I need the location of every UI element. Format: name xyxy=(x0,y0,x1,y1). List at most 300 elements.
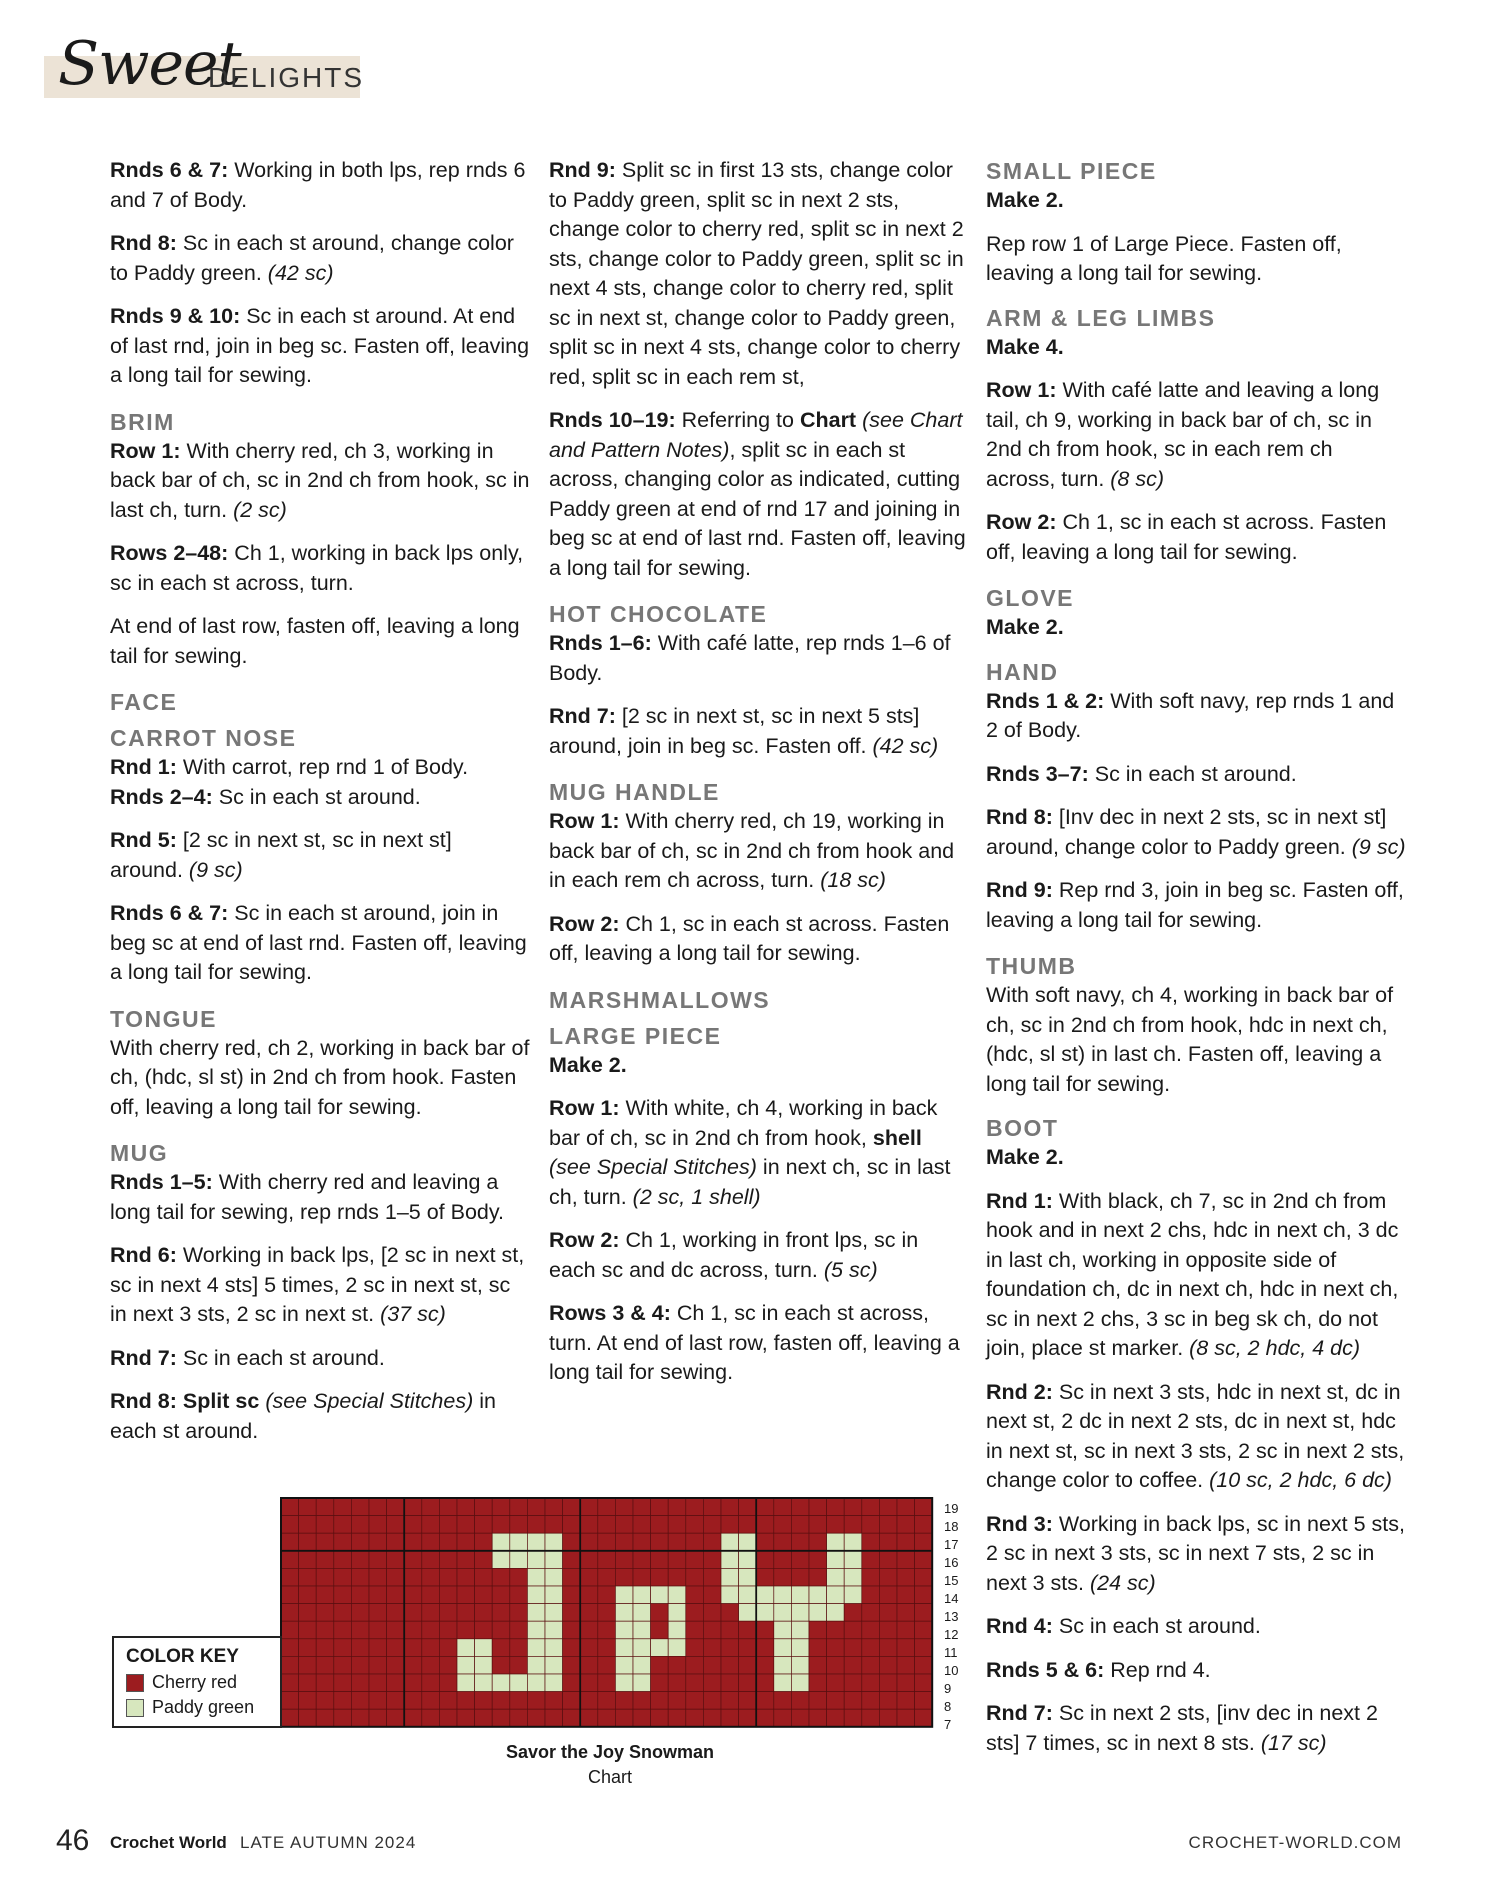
chart-cell xyxy=(791,1551,809,1569)
chart-cell xyxy=(633,1692,651,1710)
chart-cell xyxy=(739,1498,757,1516)
chart-cell xyxy=(651,1586,669,1604)
chart-cell xyxy=(721,1498,739,1516)
chart-cell xyxy=(651,1709,669,1727)
chart-cell xyxy=(862,1498,880,1516)
chart-cell xyxy=(475,1674,493,1692)
chart-cell xyxy=(422,1586,440,1604)
chart-cell xyxy=(703,1674,721,1692)
chart-cell xyxy=(563,1621,581,1639)
chart-cell xyxy=(862,1533,880,1551)
chart-cell xyxy=(439,1639,457,1657)
chart-cell xyxy=(915,1639,933,1657)
chart-cell xyxy=(703,1551,721,1569)
chart-cell xyxy=(281,1498,299,1516)
chart-cell xyxy=(563,1551,581,1569)
chart-cell xyxy=(827,1516,845,1534)
chart-cell xyxy=(545,1516,563,1534)
chart-cell xyxy=(668,1586,686,1604)
chart-cell xyxy=(369,1656,387,1674)
chart-cell xyxy=(316,1674,334,1692)
chart-cell xyxy=(404,1498,422,1516)
chart-cell xyxy=(334,1568,352,1586)
chart-cell xyxy=(809,1516,827,1534)
chart-cell xyxy=(439,1604,457,1622)
magazine-name: Crochet World xyxy=(110,1833,227,1852)
chart-cell xyxy=(774,1621,792,1639)
paragraph: Rnd 7: Sc in next 2 sts, [inv dec in next 2 sts] 7 times, sc in next 8 sts. (17 sc) xyxy=(986,1701,1378,1755)
chart-cell xyxy=(774,1639,792,1657)
color-key-title: COLOR KEY xyxy=(126,1646,239,1667)
chart-cell xyxy=(527,1586,545,1604)
chart-cell xyxy=(686,1621,704,1639)
chart-cell xyxy=(598,1498,616,1516)
chart-cell xyxy=(879,1674,897,1692)
chart-cell xyxy=(739,1709,757,1727)
color-key xyxy=(112,1636,282,1728)
chart-cell xyxy=(580,1709,598,1727)
chart-cell xyxy=(809,1621,827,1639)
chart-cell xyxy=(809,1656,827,1674)
chart-cell xyxy=(563,1692,581,1710)
paragraph: Rnd 9: Split sc in first 13 sts, change color to Paddy green, split sc in next 2 sts, change color to cherry red, split sc in next 2 sts, change color to Paddy green, split sc in next 4 sts, change color to cherry red, split sc in next st, change color to Paddy green, split sc in next 4 sts, change color to cherry red, split sc in each rem st, xyxy=(549,158,964,389)
section-heading-mug-handle: MUG HANDLE xyxy=(549,779,720,805)
chart-cell xyxy=(439,1656,457,1674)
chart-cell xyxy=(404,1533,422,1551)
chart-cell xyxy=(862,1516,880,1534)
chart-cell xyxy=(351,1533,369,1551)
chart-cell xyxy=(879,1604,897,1622)
chart-cell xyxy=(334,1692,352,1710)
paragraph: Rnds 6 & 7: Working in both lps, rep rnds 6 and 7 of Body. xyxy=(110,158,526,212)
chart-cell xyxy=(756,1533,774,1551)
paragraph: Row 1: With cherry red, ch 19, working in back bar of ch, sc in 2nd ch from hook and in each rem ch across, turn. (18 sc) xyxy=(549,809,955,892)
chart-cell xyxy=(439,1498,457,1516)
chart-cell xyxy=(545,1621,563,1639)
chart-cell xyxy=(580,1516,598,1534)
chart-row-label: 19 xyxy=(944,1501,959,1516)
paragraph: Row 1: With white, ch 4, working in back bar of ch, sc in 2nd ch from hook, shell (see Special Stitches) in next ch, sc in last ch, turn. (2 sc, 1 shell) xyxy=(549,1096,951,1209)
chart-cell xyxy=(721,1674,739,1692)
chart-cell xyxy=(703,1568,721,1586)
chart-cell xyxy=(879,1621,897,1639)
chart-cell xyxy=(387,1533,405,1551)
chart-cell xyxy=(580,1551,598,1569)
chart-cell xyxy=(316,1709,334,1727)
chart-cell xyxy=(668,1656,686,1674)
chart-cell xyxy=(563,1674,581,1692)
section-heading-carrot-nose: CARROT NOSE xyxy=(110,725,297,751)
chart-cell xyxy=(457,1568,475,1586)
chart-cell xyxy=(316,1498,334,1516)
chart-cell xyxy=(651,1551,669,1569)
chart-cell xyxy=(598,1604,616,1622)
paragraph: Rep row 1 of Large Piece. Fasten off, leaving a long tail for sewing. xyxy=(986,231,1342,285)
chart-cell xyxy=(615,1498,633,1516)
chart-cell xyxy=(791,1586,809,1604)
chart-cell xyxy=(510,1692,528,1710)
column-1 xyxy=(110,156,530,1460)
chart-cell xyxy=(915,1498,933,1516)
chart-cell xyxy=(439,1586,457,1604)
paragraph: Row 2: Ch 1, sc in each st across. Fasten off, leaving a long tail for sewing. xyxy=(549,911,950,965)
chart-cell xyxy=(651,1516,669,1534)
chart-cell xyxy=(351,1568,369,1586)
chart-cell xyxy=(387,1621,405,1639)
chart-cell xyxy=(897,1586,915,1604)
paragraph: Rnd 9: Rep rnd 3, join in beg sc. Fasten off, leaving a long tail for sewing. xyxy=(986,878,1404,932)
chart-cell xyxy=(633,1621,651,1639)
chart-cell xyxy=(862,1639,880,1657)
swatch-paddy-green xyxy=(126,1699,144,1717)
paragraph: Rnd 4: Sc in each st around. xyxy=(986,1614,1261,1638)
chart-cell xyxy=(598,1516,616,1534)
chart-cell xyxy=(598,1621,616,1639)
chart-cell xyxy=(879,1586,897,1604)
chart-cell xyxy=(703,1709,721,1727)
chart-cell xyxy=(668,1533,686,1551)
chart-cell xyxy=(686,1516,704,1534)
chart-cell xyxy=(721,1639,739,1657)
paragraph: Rnds 5 & 6: Rep rnd 4. xyxy=(986,1657,1211,1682)
chart-cell xyxy=(827,1586,845,1604)
section-heading-hot-chocolate: HOT CHOCOLATE xyxy=(549,601,768,627)
chart-cell xyxy=(721,1568,739,1586)
chart-cell xyxy=(897,1674,915,1692)
paragraph: Rnds 6 & 7: Sc in each st around, join in beg sc at end of last rnd. Fasten off, leaving a long tail for sewing. xyxy=(110,901,527,984)
paragraph: Rnd 7: [2 sc in next st, sc in next 5 sts] around, join in beg sc. Fasten off. (42 sc) xyxy=(549,704,939,758)
chart-cell xyxy=(492,1604,510,1622)
chart-title: Savor the Joy Snowman xyxy=(505,1742,715,1762)
chart-cell xyxy=(756,1586,774,1604)
chart-cell xyxy=(299,1516,317,1534)
chart-cell xyxy=(774,1604,792,1622)
chart-cell xyxy=(457,1516,475,1534)
chart-cell xyxy=(668,1498,686,1516)
paragraph: Rnds 9 & 10: Sc in each st around. At end of last rnd, join in beg sc. Fasten off, leaving a long tail for sewing. xyxy=(110,304,530,387)
chart-cell xyxy=(879,1498,897,1516)
chart-cell xyxy=(475,1533,493,1551)
chart-cell xyxy=(756,1674,774,1692)
chart-cell xyxy=(527,1674,545,1692)
chart-cell xyxy=(844,1551,862,1569)
paragraph: Rows 3 & 4: Ch 1, sc in each st across, turn. At end of last row, fasten off, leaving a long tail for sewing. xyxy=(549,1301,960,1384)
chart-cell xyxy=(703,1498,721,1516)
chart-cell xyxy=(686,1709,704,1727)
chart-cell xyxy=(369,1709,387,1727)
chart-cell xyxy=(316,1516,334,1534)
chart-cell xyxy=(774,1551,792,1569)
chart-row-label: 10 xyxy=(944,1663,959,1678)
chart-cell xyxy=(668,1604,686,1622)
chart-cell xyxy=(404,1656,422,1674)
chart-cell xyxy=(527,1516,545,1534)
chart-cell xyxy=(492,1709,510,1727)
chart-cell xyxy=(615,1639,633,1657)
chart-cell xyxy=(351,1586,369,1604)
chart-cell xyxy=(791,1639,809,1657)
chart-cell xyxy=(615,1551,633,1569)
chart-cell xyxy=(281,1621,299,1639)
chart-cell xyxy=(774,1692,792,1710)
chart-cell xyxy=(774,1533,792,1551)
chart-cell xyxy=(668,1551,686,1569)
chart-cell xyxy=(492,1692,510,1710)
website: CROCHET-WORLD.COM xyxy=(1188,1833,1402,1852)
chart-cell xyxy=(897,1656,915,1674)
chart-row-label: 8 xyxy=(944,1699,952,1714)
chart-cell xyxy=(668,1568,686,1586)
chart-cell xyxy=(879,1568,897,1586)
color-key-entry: Cherry red xyxy=(126,1672,280,1693)
chart-cell xyxy=(475,1709,493,1727)
chart-cell xyxy=(791,1498,809,1516)
chart-cell xyxy=(387,1639,405,1657)
chart-cell xyxy=(827,1639,845,1657)
chart-cell xyxy=(492,1498,510,1516)
chart-cell xyxy=(527,1533,545,1551)
chart-cell xyxy=(615,1604,633,1622)
chart-cell xyxy=(879,1692,897,1710)
chart-cell xyxy=(422,1656,440,1674)
chart-cell xyxy=(527,1568,545,1586)
chart-cell xyxy=(615,1674,633,1692)
chart-cell xyxy=(510,1639,528,1657)
chart-cell xyxy=(492,1533,510,1551)
chart-cell xyxy=(721,1709,739,1727)
chart-cell xyxy=(721,1551,739,1569)
chart-cell xyxy=(387,1568,405,1586)
chart-cell xyxy=(897,1516,915,1534)
chart-cell xyxy=(668,1692,686,1710)
chart-cell xyxy=(580,1656,598,1674)
paragraph: Rows 2–48: Ch 1, working in back lps only, sc in each st across, turn. xyxy=(110,541,524,595)
chart-cell xyxy=(439,1516,457,1534)
chart-cell xyxy=(633,1674,651,1692)
chart-cell xyxy=(844,1533,862,1551)
chart-cell xyxy=(844,1639,862,1657)
chart-cell xyxy=(651,1533,669,1551)
chart-cell xyxy=(739,1551,757,1569)
chart-cell xyxy=(281,1692,299,1710)
chart-cell xyxy=(334,1586,352,1604)
chart-cell xyxy=(439,1568,457,1586)
chart-cell xyxy=(844,1692,862,1710)
column-3 xyxy=(986,156,1406,1772)
chart-cell xyxy=(721,1516,739,1534)
chart-cell xyxy=(879,1551,897,1569)
chart-cell xyxy=(510,1604,528,1622)
chart-cell xyxy=(369,1533,387,1551)
chart-cell xyxy=(492,1551,510,1569)
chart-cell xyxy=(844,1498,862,1516)
chart-cell xyxy=(299,1533,317,1551)
chart-cell xyxy=(422,1692,440,1710)
chart-cell xyxy=(686,1498,704,1516)
chart-cell xyxy=(439,1692,457,1710)
make-count: Make 2. xyxy=(549,1052,627,1077)
chart-cell xyxy=(316,1621,334,1639)
chart-cell xyxy=(633,1533,651,1551)
chart-cell xyxy=(475,1586,493,1604)
chart-cell xyxy=(475,1656,493,1674)
chart-cell xyxy=(351,1498,369,1516)
chart-cell xyxy=(527,1621,545,1639)
chart-cell xyxy=(457,1586,475,1604)
chart-cell xyxy=(633,1551,651,1569)
chart-cell xyxy=(510,1621,528,1639)
paragraph: With cherry red, ch 2, working in back bar of ch, (hdc, sl st) in 2nd ch from hook. Fasten off, leaving a long tail for sewing. xyxy=(110,1035,530,1119)
chart-cell xyxy=(281,1586,299,1604)
paragraph: Rnds 1–6: With café latte, rep rnds 1–6 of Body. xyxy=(549,631,951,685)
chart-cell xyxy=(668,1621,686,1639)
chart-cell xyxy=(915,1621,933,1639)
chart-cell xyxy=(633,1568,651,1586)
chart-cell xyxy=(527,1604,545,1622)
chart-cell xyxy=(299,1674,317,1692)
chart-cell xyxy=(545,1586,563,1604)
chart-cell xyxy=(422,1551,440,1569)
chart-cell xyxy=(422,1516,440,1534)
chart-cell xyxy=(369,1551,387,1569)
section-heading-brim: BRIM xyxy=(110,408,175,435)
chart-cell xyxy=(563,1656,581,1674)
chart-cell xyxy=(281,1551,299,1569)
make-count: Make 2. xyxy=(986,1145,1064,1169)
chart-cell xyxy=(334,1533,352,1551)
chart-cell xyxy=(510,1498,528,1516)
page-number: 46 xyxy=(56,1824,90,1857)
chart-cell xyxy=(387,1516,405,1534)
chart-cell xyxy=(475,1621,493,1639)
chart-cell xyxy=(844,1604,862,1622)
chart-cell xyxy=(387,1656,405,1674)
chart-cell xyxy=(791,1568,809,1586)
chart-cell xyxy=(633,1516,651,1534)
chart-cell xyxy=(351,1656,369,1674)
chart-cell xyxy=(703,1639,721,1657)
paragraph: Rnd 1: With black, ch 7, sc in 2nd ch from hook and in next 2 chs, hdc in next ch, 3 dc in last ch, working in opposite side of foundation ch, dc in next ch, hdc in next ch, sc in next 2 chs, 3 sc in beg sk ch, do not join, place st marker. (8 sc, 2 hdc, 4 dc) xyxy=(986,1188,1399,1360)
chart-cell xyxy=(756,1639,774,1657)
chart-cell xyxy=(299,1639,317,1657)
chart-cell xyxy=(580,1621,598,1639)
chart-cell xyxy=(351,1709,369,1727)
chart-cell xyxy=(862,1709,880,1727)
chart-row-label: 16 xyxy=(944,1555,959,1570)
chart-cell xyxy=(598,1674,616,1692)
chart-cell xyxy=(510,1516,528,1534)
chart-cell xyxy=(844,1709,862,1727)
chart-cell xyxy=(299,1709,317,1727)
section-heading-mug: MUG xyxy=(110,1140,169,1166)
chart-cell xyxy=(862,1604,880,1622)
chart-cell xyxy=(316,1604,334,1622)
chart-cell xyxy=(281,1533,299,1551)
chart-cell xyxy=(633,1656,651,1674)
make-count: Make 2. xyxy=(986,188,1064,212)
chart-cell xyxy=(475,1551,493,1569)
chart-cell xyxy=(756,1692,774,1710)
chart-cell xyxy=(844,1674,862,1692)
chart-cell xyxy=(457,1692,475,1710)
chart-cell xyxy=(510,1586,528,1604)
chart-cell xyxy=(756,1604,774,1622)
chart-cell xyxy=(739,1656,757,1674)
chart-cell xyxy=(369,1621,387,1639)
chart-row-labels xyxy=(944,1500,958,1734)
chart-cell xyxy=(809,1674,827,1692)
chart-cell xyxy=(334,1656,352,1674)
chart-cell xyxy=(492,1586,510,1604)
chart-cell xyxy=(580,1498,598,1516)
chart-cell xyxy=(844,1586,862,1604)
chart-cell xyxy=(299,1586,317,1604)
chart-cell xyxy=(580,1568,598,1586)
chart-cell xyxy=(615,1621,633,1639)
chart-cell xyxy=(615,1709,633,1727)
chart-row-label: 11 xyxy=(944,1645,958,1660)
section-heading-arm-leg-limbs: ARM & LEG LIMBS xyxy=(986,304,1216,331)
chart-cell xyxy=(369,1692,387,1710)
chart-cell xyxy=(369,1586,387,1604)
paragraph: Rnds 1 & 2: With soft navy, rep rnds 1 and 2 of Body. xyxy=(986,688,1395,742)
paragraph: Rnds 1–5: With cherry red and leaving a long tail for sewing, rep rnds 1–5 of Body. xyxy=(110,1170,504,1224)
chart-cell xyxy=(281,1709,299,1727)
chart-cell xyxy=(651,1498,669,1516)
chart-cell xyxy=(527,1551,545,1569)
chart-cell xyxy=(686,1656,704,1674)
chart-cell xyxy=(404,1692,422,1710)
chart-cell xyxy=(897,1709,915,1727)
chart-cell xyxy=(598,1639,616,1657)
chart-cell xyxy=(404,1568,422,1586)
chart-cell xyxy=(598,1692,616,1710)
chart-cell xyxy=(809,1498,827,1516)
chart-cell xyxy=(457,1656,475,1674)
chart-cell xyxy=(527,1498,545,1516)
section-heading-face: FACE xyxy=(110,689,178,715)
chart-cell xyxy=(862,1692,880,1710)
chart-cell xyxy=(774,1586,792,1604)
issue-label: LATE AUTUMN 2024 xyxy=(240,1833,417,1852)
chart-cell xyxy=(387,1586,405,1604)
chart-cell xyxy=(844,1568,862,1586)
chart-cell xyxy=(387,1709,405,1727)
chart-cell xyxy=(457,1709,475,1727)
chart-cell xyxy=(862,1674,880,1692)
chart-cell xyxy=(739,1621,757,1639)
section-heading-thumb: THUMB xyxy=(986,953,1077,979)
chart-cell xyxy=(351,1692,369,1710)
chart-cell xyxy=(580,1692,598,1710)
chart-cell xyxy=(668,1709,686,1727)
chart-cell xyxy=(334,1674,352,1692)
chart-cell xyxy=(316,1692,334,1710)
chart-cell xyxy=(598,1709,616,1727)
chart-cell xyxy=(703,1516,721,1534)
chart-cell xyxy=(686,1586,704,1604)
paragraph: Rnds 10–19: Referring to Chart (see Chart and Pattern Notes), split sc in each st across, changing color as indicated, cutting Paddy green at end of rnd 17 and joining in beg sc at end of last rnd. Fasten off, leaving a long tail for sewing. xyxy=(549,408,966,580)
chart-grid xyxy=(280,1497,940,1735)
chart-cell xyxy=(457,1533,475,1551)
chart-cell xyxy=(686,1551,704,1569)
paragraph: Rnd 1: With carrot, rep rnd 1 of Body. xyxy=(110,755,469,779)
chart-cell xyxy=(404,1674,422,1692)
chart-cell xyxy=(844,1656,862,1674)
chart-cell xyxy=(827,1568,845,1586)
chart-cell xyxy=(492,1568,510,1586)
chart-cell xyxy=(915,1551,933,1569)
